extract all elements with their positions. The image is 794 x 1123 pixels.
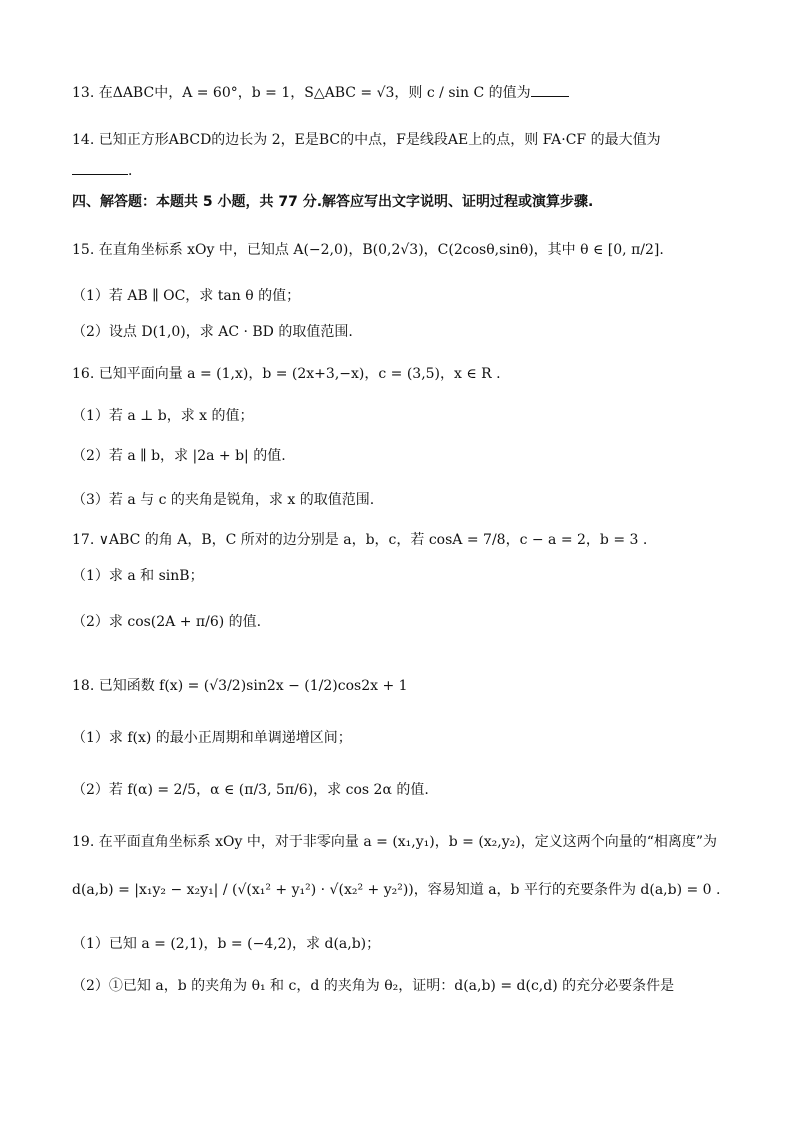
question-19: 19. 在平面直角坐标系 xOy 中，对于非零向量 a = (x₁,y₁)，b = (x₂,y₂)，定义这两个向量的“相离度”为 [72,834,718,850]
question-17-part-2: （2）求 cos(2A + π/6) 的值. [72,614,262,630]
question-13: 13. 在ΔABC中，A = 60°，b = 1，S△ABC = √3，则 c / sin C 的值为 [72,82,728,103]
question-14: 14. 已知正方形ABCD的边长为 2，E是BC的中点，F是线段AE上的点，则 FA·CF 的最大值为 [72,132,661,148]
question-18-part-1: （1）求 f(x) 的最小正周期和单调递增区间； [72,730,352,746]
question-17: 17. ∨ABC 的角 A，B，C 所对的边分别是 a，b，c，若 cosA = 7/8，c − a = 2，b = 3 . [72,532,648,548]
question-16-part-3: （3）若 a 与 c 的夹角是锐角，求 x 的取值范围. [72,492,375,508]
answer-blank-14 [72,160,128,175]
question-17-part-1: （1）求 a 和 sinB； [72,568,204,584]
question-16: 16. 已知平面向量 a = (1,x)，b = (2x+3,−x)，c = (3,5)，x ∈ R . [72,366,501,382]
question-16-part-2: （2）若 a ∥ b，求 |2a + b| 的值. [72,448,286,464]
question-19-definition: d(a,b) = |x₁y₂ − x₂y₁| / (√(x₁² + y₁²) · √(x₂² + y₂²))，容易知道 a，b 平行的充要条件为 d(a,b) = 0 . [72,882,721,898]
question-14-continued: ． [72,160,728,181]
question-18-part-2: （2）若 f(α) = 2/5，α ∈ (π/3, 5π/6)，求 cos 2α 的值. [72,782,429,798]
question-19-part-1: （1）已知 a = (2,1)，b = (−4,2)，求 d(a,b)； [72,936,381,952]
question-16-part-1: （1）若 a ⊥ b，求 x 的值； [72,408,254,424]
section-heading-4: 四、解答题：本题共 5 小题，共 77 分.解答应写出文字说明、证明过程或演算步骤. [72,194,594,210]
question-15: 15. 在直角坐标系 xOy 中，已知点 A(−2,0)，B(0,2√3)，C(2cosθ,sinθ)，其中 θ ∈ [0, π/2]. [72,242,664,258]
answer-blank-13 [531,82,569,97]
question-15-part-1: （1）若 AB ∥ OC，求 tan θ 的值； [72,288,301,304]
question-18: 18. 已知函数 f(x) = (√3/2)sin2x − (1/2)cos2x + 1 [72,678,408,694]
question-19-part-2: （2）①已知 a，b 的夹角为 θ₁ 和 c，d 的夹角为 θ₂，证明：d(a,b) = d(c,d) 的充分必要条件是 [72,978,675,994]
question-15-part-2: （2）设点 D(1,0)，求 AC · BD 的取值范围. [72,324,353,340]
